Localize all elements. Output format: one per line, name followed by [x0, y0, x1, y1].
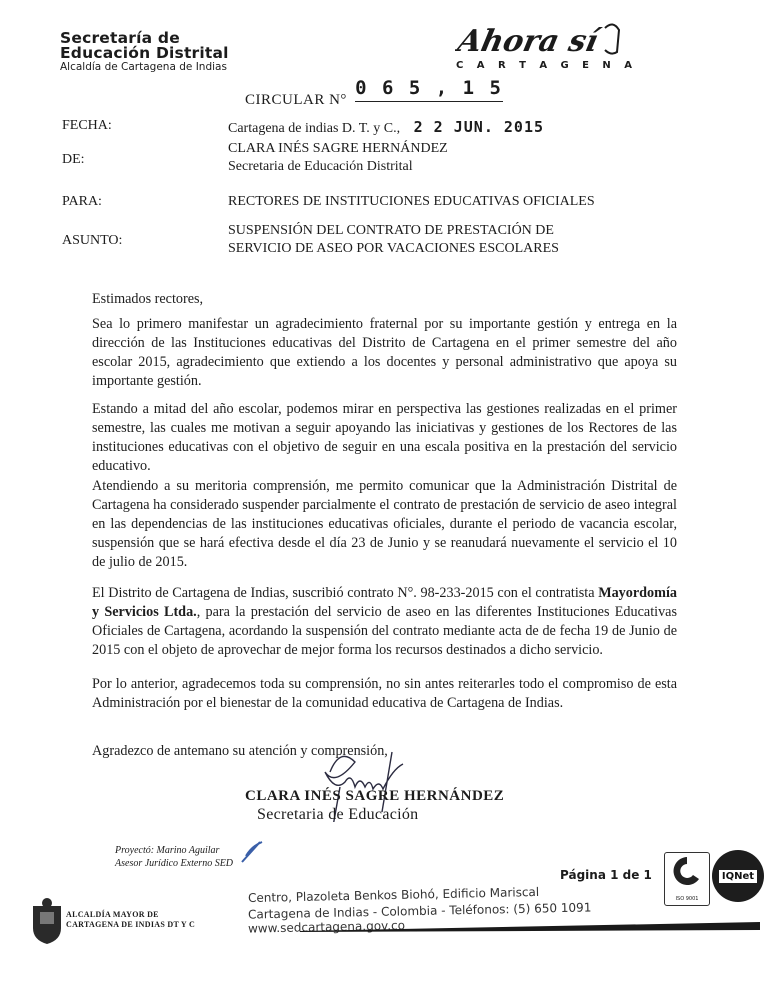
fecha-stamp: 2 2 JUN. 2015 — [413, 118, 545, 136]
page-indicator: Página 1 de 1 — [560, 868, 652, 882]
ahora-si-logo — [455, 20, 635, 60]
alcaldia-line2: CARTAGENA DE INDIAS DT Y C — [66, 920, 196, 929]
circular-number: 0 6 5 , 1 5 — [355, 77, 503, 102]
signer-title: Secretaria de Educación — [257, 806, 419, 823]
iso-certification-badge — [664, 852, 710, 906]
asunto-label: ASUNTO: — [62, 233, 123, 248]
para-value: RECTORES DE INSTITUCIONES EDUCATIVAS OFICIALES — [228, 194, 595, 209]
asunto-line2: SERVICIO DE ASEO POR VACACIONES ESCOLARES — [228, 241, 559, 256]
logo-letter: N — [602, 60, 611, 71]
iqnet-label: IQNet — [719, 870, 757, 883]
iso-certification-icon — [665, 853, 709, 891]
logo-letter: A — [476, 60, 485, 71]
alcaldia-line1: ALCALDÍA MAYOR DE — [66, 910, 159, 919]
initials-mark — [238, 838, 266, 866]
logo-letter: A — [539, 60, 548, 71]
logo-letter: E — [582, 60, 589, 71]
p4-text-b: , para la prestación del servicio de aseo en las diferentes Instituciones Educativas Oficiales de Cartagena, acordando la suspensión del contrato mediante acta de de fecha 19 de Junio de 2015 con el objeto de aprovechar de mejor forma los recursos destinados a dicho servicio. — [92, 604, 677, 658]
closing: Agradezco de antemano su atención y comprensión, — [92, 743, 388, 759]
paragraph-5: Por lo anterior, agradecemos toda su comprensión, no sin antes reiterarles todo el compromiso de esta Administración por el bienestar de la comunidad educativa de Cartagena de Indias. — [92, 676, 677, 711]
contractor-name: Mayordomía y Servicios Ltda. — [92, 585, 677, 620]
de-name: CLARA INÉS SAGRE HERNÁNDEZ — [228, 141, 448, 156]
coat-of-arms-icon — [30, 896, 64, 946]
logo-letter: G — [560, 60, 569, 71]
logo-letter: R — [497, 60, 506, 71]
asunto-line1: SUSPENSIÓN DEL CONTRATO DE PRESTACIÓN DE — [228, 223, 554, 238]
ahora-si-logo-text: Ahora sí — [455, 24, 602, 59]
greeting: Estimados rectores, — [92, 291, 204, 307]
de-label: DE: — [62, 152, 85, 167]
header-org-line2: Educación Distrital — [60, 44, 229, 62]
footer-address: Centro, Plazoleta Benkos Biohó, Edificio Mariscal — [247, 884, 540, 906]
de-role: Secretaria de Educación Distrital — [228, 159, 413, 174]
circular-label: CIRCULAR N° — [245, 92, 347, 108]
iqnet-certification-badge — [712, 850, 764, 902]
p4-text-a: El Distrito de Cartagena de Indias, suscribió contrato N°. 98-233-2015 con el contratista — [92, 585, 599, 601]
paragraph-4 — [92, 584, 677, 660]
fecha-text: Cartagena de indias D. T. y C., — [228, 121, 401, 136]
logo-letter: C — [456, 60, 464, 71]
logo-letter: T — [519, 60, 526, 71]
fecha-label: FECHA: — [62, 118, 112, 133]
footer-decorative-bar — [300, 922, 760, 932]
footer-website: www.sedcartagena.gov.co — [247, 918, 406, 936]
footer-phone: Cartagena de Indias - Colombia - Teléfonos: (5) 650 1091 — [247, 900, 592, 922]
signer-name: CLARA INÉS SAGRE HERNÁNDEZ — [245, 788, 505, 804]
paragraph-3: Atendiendo a su meritoria comprensión, me permito comunicar que la Administración Distrital de Cartagena ha considerado suspender parcialmente el contrato de prestación de servicio de aseo integral en las dependencias de las instituciones educativas oficiales, durante el periodo de vacancia escolar, suspensión que se hará efectiva desde el día 23 de Junio y se reanudará nuevamente el servicio el 10 de julio de 2015. — [92, 478, 677, 570]
header-org-line3: Alcaldía de Cartagena de Indias — [60, 61, 227, 73]
paragraph-1: Sea lo primero manifestar un agradecimiento fraternal por su importante gestión y entrega en la dirección de las Instituciones educativas del Distrito de Cartagena en el primer semestre del año escolar 2015, agradecimiento que extiendo a los docentes y personal administrativo que apoya su importante gestión. — [92, 316, 677, 389]
para-label: PARA: — [62, 194, 102, 209]
advisor: Asesor Jurídico Externo SED — [115, 858, 234, 869]
fecha-value — [228, 118, 544, 137]
paragraph-2: Estando a mitad del año escolar, podemos mirar en perspectiva las gestiones realizadas en el primer semestre, las cuales me motivan a seguir apoyando las iniciativas y gestiones de los Rectores de las instituciones educativas con el objetivo de seguir en una escala positiva en la prestación del servicio educativo. — [92, 401, 677, 474]
projected-by: Proyectó: Marino Aguilar — [115, 845, 220, 856]
iso-label: ISO 9001 — [675, 896, 699, 902]
logo-letter: A — [624, 60, 632, 71]
header-org-line1: Secretaría de — [60, 29, 180, 47]
logo-subtitle — [456, 60, 632, 71]
